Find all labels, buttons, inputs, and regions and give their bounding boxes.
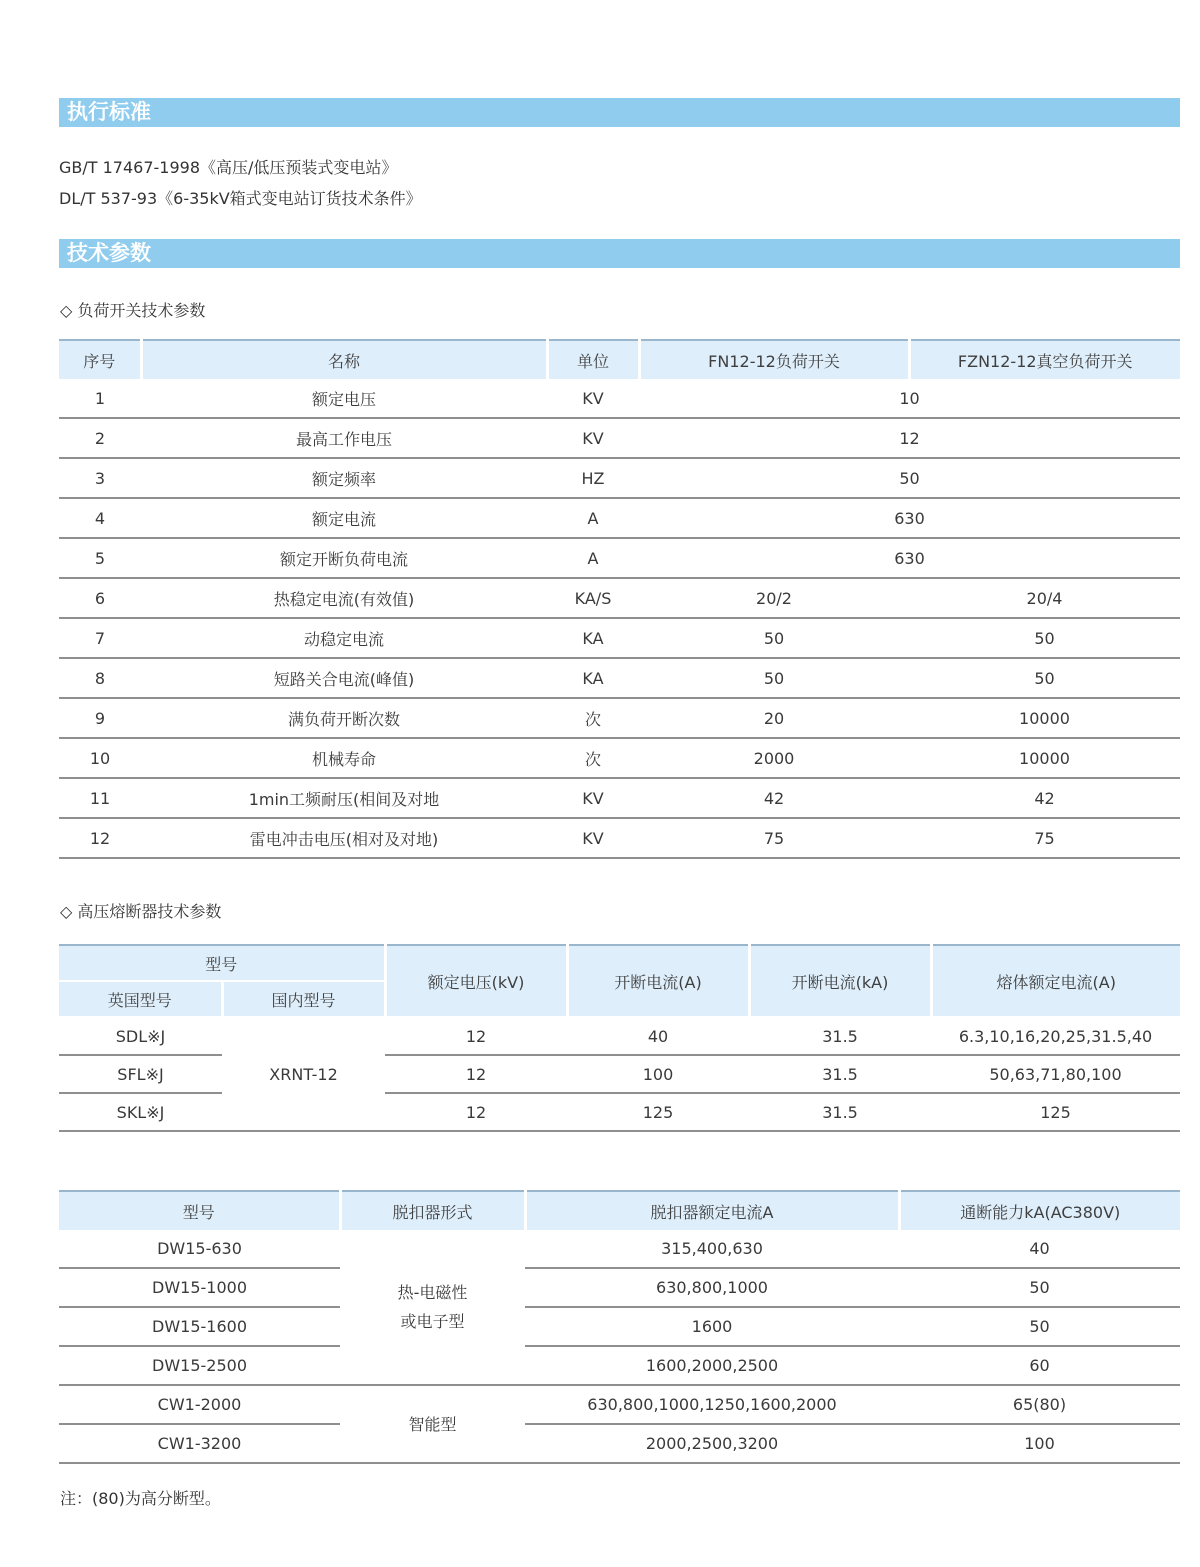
cell-unit: KA — [547, 618, 639, 658]
cell-current: 125 — [567, 1093, 749, 1131]
cell-rated: 1600 — [525, 1307, 899, 1346]
cell-unit: A — [547, 498, 639, 538]
cell-merged-value: 630 — [639, 538, 1180, 578]
cell-capacity: 65(80) — [899, 1385, 1180, 1424]
header-cn-model: 国内型号 — [222, 981, 385, 1017]
cell-uk-model: SFL※J — [59, 1055, 222, 1093]
cell-no: 12 — [59, 818, 141, 858]
cell-break: 31.5 — [749, 1055, 931, 1093]
fuse-table — [59, 944, 1180, 1132]
cell-rated: 315,400,630 — [525, 1230, 899, 1268]
header-trip-rated-current: 脱扣器额定电流A — [525, 1191, 899, 1230]
cell-fn12: 75 — [639, 818, 909, 858]
cell-fn12: 2000 — [639, 738, 909, 778]
cell-name: 机械寿命 — [141, 738, 547, 778]
table-row — [59, 498, 1180, 538]
cell-name: 额定频率 — [141, 458, 547, 498]
cell-merged-value: 50 — [639, 458, 1180, 498]
cell-model: DW15-1600 — [59, 1307, 340, 1346]
section-title-params: 技术参数 — [59, 239, 1180, 268]
cell-rated: 1600,2000,2500 — [525, 1346, 899, 1385]
cell-name: 动稳定电流 — [141, 618, 547, 658]
cell-unit: HZ — [547, 458, 639, 498]
header-model: 型号 — [59, 945, 385, 981]
cell-fzn12: 10000 — [909, 698, 1180, 738]
header-current: 开断电流(A) — [567, 945, 749, 1017]
cell-current: 100 — [567, 1055, 749, 1093]
cell-unit: KV — [547, 379, 639, 418]
load-switch-subtitle: ◇ 负荷开关技术参数 — [60, 301, 206, 320]
header-trip-type: 脱扣器形式 — [340, 1191, 525, 1230]
cell-capacity: 50 — [899, 1268, 1180, 1307]
table-row — [59, 1230, 1180, 1268]
cell-capacity: 50 — [899, 1307, 1180, 1346]
cell-unit: A — [547, 538, 639, 578]
cell-no: 10 — [59, 738, 141, 778]
cell-name: 额定开断负荷电流 — [141, 538, 547, 578]
table-row — [59, 698, 1180, 738]
cell-unit: KA/S — [547, 578, 639, 618]
table-row — [59, 578, 1180, 618]
cell-unit: 次 — [547, 738, 639, 778]
table-row — [59, 1346, 1180, 1385]
standard-line: DL/T 537-93《6-35kV箱式变电站订货技术条件》 — [59, 189, 422, 208]
header-fzn12: FZN12-12真空负荷开关 — [909, 340, 1180, 379]
table-row — [59, 458, 1180, 498]
cell-no: 6 — [59, 578, 141, 618]
fuse-subtitle: ◇ 高压熔断器技术参数 — [60, 902, 222, 921]
cell-fn12: 42 — [639, 778, 909, 818]
cell-model: CW1-2000 — [59, 1385, 340, 1424]
cell-uk-model: SDL※J — [59, 1017, 222, 1055]
header-unit: 单位 — [547, 340, 639, 379]
cell-name: 雷电冲击电压(相对及对地) — [141, 818, 547, 858]
cell-no: 5 — [59, 538, 141, 578]
cell-no: 3 — [59, 458, 141, 498]
table-row — [59, 538, 1180, 578]
cell-trip-type-group1 — [340, 1230, 525, 1385]
cell-fn12: 20 — [639, 698, 909, 738]
cell-unit: KV — [547, 778, 639, 818]
cell-fuse: 125 — [931, 1093, 1180, 1131]
cell-capacity: 60 — [899, 1346, 1180, 1385]
table-row — [59, 658, 1180, 698]
load-switch-table — [59, 339, 1180, 859]
cell-model: DW15-2500 — [59, 1346, 340, 1385]
table-row — [59, 1307, 1180, 1346]
cell-rated: 2000,2500,3200 — [525, 1424, 899, 1463]
table-row — [59, 738, 1180, 778]
breaker-table — [59, 1190, 1180, 1464]
trip-type-line: 或电子型 — [400, 1312, 465, 1331]
cell-no: 1 — [59, 379, 141, 418]
cell-cn-model: XRNT-12 — [222, 1017, 385, 1131]
table-row — [59, 1017, 1180, 1055]
cell-break: 31.5 — [749, 1093, 931, 1131]
trip-type-line: 热-电磁性 — [397, 1283, 468, 1302]
cell-capacity: 100 — [899, 1424, 1180, 1463]
header-model: 型号 — [59, 1191, 340, 1230]
cell-name: 额定电流 — [141, 498, 547, 538]
table-row — [59, 778, 1180, 818]
cell-fuse: 50,63,71,80,100 — [931, 1055, 1180, 1093]
cell-name: 短路关合电流(峰值) — [141, 658, 547, 698]
cell-merged-value: 10 — [639, 379, 1180, 418]
cell-break: 31.5 — [749, 1017, 931, 1055]
cell-no: 8 — [59, 658, 141, 698]
header-fuse-rated: 熔体额定电流(A) — [931, 945, 1180, 1017]
cell-name: 热稳定电流(有效值) — [141, 578, 547, 618]
cell-unit: KA — [547, 658, 639, 698]
header-break-current: 开断电流(kA) — [749, 945, 931, 1017]
table-row — [59, 1424, 1180, 1463]
cell-trip-type-group2: 智能型 — [340, 1385, 525, 1463]
cell-rated: 630,800,1000,1250,1600,2000 — [525, 1385, 899, 1424]
cell-unit: 次 — [547, 698, 639, 738]
table-row — [59, 418, 1180, 458]
cell-model: DW15-630 — [59, 1230, 340, 1268]
cell-fzn12: 75 — [909, 818, 1180, 858]
cell-fuse: 6.3,10,16,20,25,31.5,40 — [931, 1017, 1180, 1055]
header-breaking-capacity: 通断能力kA(AC380V) — [899, 1191, 1180, 1230]
cell-uk-model: SKL※J — [59, 1093, 222, 1131]
cell-fn12: 50 — [639, 618, 909, 658]
table-row — [59, 818, 1180, 858]
cell-fzn12: 10000 — [909, 738, 1180, 778]
cell-voltage: 12 — [385, 1055, 567, 1093]
cell-fn12: 50 — [639, 658, 909, 698]
cell-unit: KV — [547, 818, 639, 858]
cell-voltage: 12 — [385, 1093, 567, 1131]
cell-fzn12: 20/4 — [909, 578, 1180, 618]
header-name: 名称 — [141, 340, 547, 379]
cell-model: DW15-1000 — [59, 1268, 340, 1307]
cell-unit: KV — [547, 418, 639, 458]
cell-merged-value: 12 — [639, 418, 1180, 458]
cell-merged-value: 630 — [639, 498, 1180, 538]
cell-name: 满负荷开断次数 — [141, 698, 547, 738]
standard-line: GB/T 17467-1998《高压/低压预装式变电站》 — [59, 158, 398, 177]
section-title-standards: 执行标准 — [59, 98, 1180, 127]
cell-rated: 630,800,1000 — [525, 1268, 899, 1307]
cell-no: 9 — [59, 698, 141, 738]
header-rated-voltage: 额定电压(kV) — [385, 945, 567, 1017]
cell-name: 1min工频耐压(相间及对地 — [141, 778, 547, 818]
cell-fn12: 20/2 — [639, 578, 909, 618]
cell-fzn12: 50 — [909, 658, 1180, 698]
cell-voltage: 12 — [385, 1017, 567, 1055]
cell-fzn12: 42 — [909, 778, 1180, 818]
footnote: 注：(80)为高分断型。 — [60, 1489, 221, 1508]
cell-name: 最高工作电压 — [141, 418, 547, 458]
header-uk-model: 英国型号 — [59, 981, 222, 1017]
cell-no: 4 — [59, 498, 141, 538]
header-fn12: FN12-12负荷开关 — [639, 340, 909, 379]
table-row — [59, 379, 1180, 418]
header-no: 序号 — [59, 340, 141, 379]
cell-current: 40 — [567, 1017, 749, 1055]
cell-no: 11 — [59, 778, 141, 818]
table-row — [59, 1385, 1180, 1424]
cell-name: 额定电压 — [141, 379, 547, 418]
table-row — [59, 618, 1180, 658]
cell-no: 2 — [59, 418, 141, 458]
cell-no: 7 — [59, 618, 141, 658]
cell-fzn12: 50 — [909, 618, 1180, 658]
cell-model: CW1-3200 — [59, 1424, 340, 1463]
table-row — [59, 1268, 1180, 1307]
cell-capacity: 40 — [899, 1230, 1180, 1268]
